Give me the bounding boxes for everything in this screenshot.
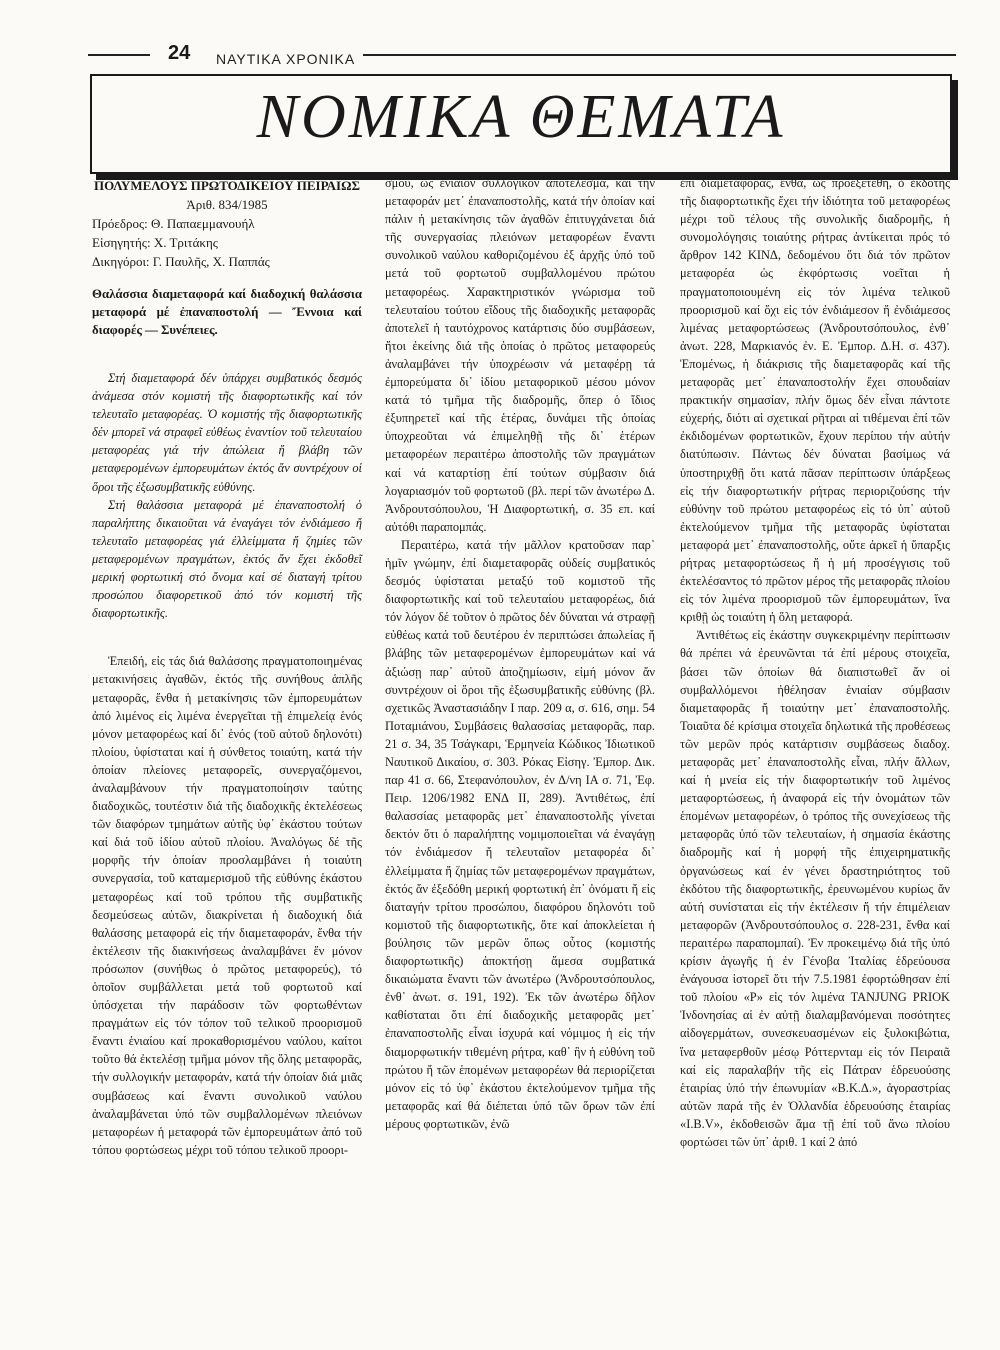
body-text — [92, 652, 362, 1159]
section-title: ΝΟΜΙΚΑ ΘΕΜΑΤΑ — [256, 83, 786, 151]
abstract-paragraph: Στή θαλάσσια μεταφορά μέ ἐπαναποστολή ὁ παραλήπτης δικαιοῦται νά ἐναγάγει τόν ἐνδιάμεσο ἤ τελευταῖο μεταφορέας γιά ἐλλείμματα ἤ ζημίες τῶν μεταφερομένων πραγμάτων, ἐκτός ἄν ἔχει ἐκδοθεῖ μερική φορτωτική στό ὄνομα καί σέ διαταγή τρίτου προσώπου διαφορετικοῦ ἀπό τόν κομιστή τῆς διαφορτωτικῆς. — [92, 497, 362, 621]
header-rule-left — [88, 54, 150, 56]
magazine-name: ΝΑΥΤΙΚΑ ΧΡΟΝΙΚΑ — [216, 51, 356, 67]
body-paragraph: Ἐπειδή, εἰς τάς διά θαλάσσης πραγματοποιημένας μετακινήσεις ἀγαθῶν, ἐκτός τῆς συνήθους ἁπλῆς μεταφορᾶς, ἔνθα ἡ μετακίνησις τῶν ἐμπορευμάτων ἀπό λιμένος εἰς λιμένα ἐνεργεῖται τῇ ἐπιμελείᾳ ἑνός μόνον μεταφορέως καί δι᾽ ἑνός (τοῦ αὐτοῦ δηλονότι) πλοίου, ὑφίσταται καί ἡ σύνθετος τοιαύτη, κατά τήν ὁποίαν πλείονες μεταφορεῖς, συνεργαζόμενοι, ἀναλαμβάνουν τήν πραγματοποίησιν ταύτης διαδοχικῶς, τουτέστιν διά τῆς διαδοχικῆς ἐκτελέσεως τῶν διαφόρων τμημάτων αὐτῆς ὑφ᾽ ἑκάστου τούτων καί διά τοῦ ἰδίου αὐτοῦ πλοίου. Ἀναλόγως δέ τῆς μορφῆς τήν ὁποίαν προσλαμβάνει ἡ τοιαύτη συνεργασία, τοῦ καταμερισμοῦ τῆς εὐθύνης ἑκάστου μεταφορέως καί τοῦ τρόπου τῆς συμβατικῆς δεσμεύσεως αὐτῶν, διακρίνεται ἡ διαδοχική διά θαλάσσης μεταφορά εἰς τήν διαμεταφοράν, ἔνθα τήν ἐκτέλεσιν τῆς διακινήσεως ἀναλαμβάνει ἕν μόνον πρόσωπον (συνήθως ὁ πρῶτος μεταφορεύς), τό ὁποῖον συμβάλλεται μετά τοῦ φορτωτοῦ καί ὑπόσχεται τήν παράδοσιν τῶν φορτωθέντων πραγμάτων εἰς τόν τόπον τοῦ τελικοῦ προορισμοῦ ἔναντι ἑνιαίου καί προκαθορισμένου ναύλου, καίτοι τοῦτο θά ἐκτελέσῃ τμῆμα μόνον τῆς ὅλης μεταφορᾶς, τήν συλλογικήν μεταφοράν, κατά τήν ὁποίαν διά μιᾶς συμβάσεως καί ἔναντι συνολικοῦ ναύλου ἀναλαμβάνεται ὑπό τῶν συμβαλλομένων πλειόνων μεταφορέων ἡ μεταφορά τῶν ἐμπορευμάτων ἀπό τοῦ τόπου φορτώσεως μέχρι τοῦ τόπου τελικοῦ προορι- — [92, 654, 362, 1157]
case-lawyers: Δικηγόροι: Γ. Παυλῆς, Χ. Παππάς — [92, 254, 270, 269]
case-summary: Θαλάσσια διαμεταφορά καί διαδοχική θαλάσσια μεταφορά μέ ἐπαναποστολή — Ἔννοια καί διαφορές — Συνέπειες. — [92, 287, 362, 337]
body-paragraph: σμοῦ, ὡς ἑνιαῖον συλλογικόν ἀποτέλεσμα, καί τήν μεταφοράν μετ᾽ ἐπαναποστολῆς, κατά τήν ὁποίαν καί πάλιν ἡ μετακίνησις τῶν ἀγαθῶν ἐπιτυγχάνεται διά τῆς συνεργασίας πλειόνων μεταφορέων ἔναντι συνολικοῦ ναύλου καθοριζομένου ἐξ ἀρχῆς ὑπό τοῦ μετά τοῦ φορτωτοῦ συμβαλλομένου πρώτου μεταφορέως. Χαρακτηριστικόν γνώρισμα τοῦ τελευταίου τούτου εἴδους τῆς διαδοχικῆς μεταφορᾶς ἀποτελεῖ ἡ ταυτόχρονος κατάρτισις δύο συμβάσεων, ἤτοι ἐκείνης διά τῆς ὁποίας ὁ πρῶτος μεταφορεύς ἀναλαμβάνει τήν ὑποχρέωσιν νά μεταφέρῃ τά ἐμπορεύματα δι᾽ ἰδίου μεταφορικοῦ μέσου μόνον κατά τό τμῆμα τῆς διαδρομῆς, ὅπερ ὁ ἴδιος ἐξυπηρετεῖ καί τῆς ἑτέρας, δυνάμει τῆς ὁποίας ὑποχρεοῦται νά ἐπιμεληθῇ τῆς δι᾽ ἑτέρων μεταφορέων περαιτέρω ἀποστολῆς τῶν πραγμάτων καί νά καταρτίσῃ ἐπί τούτων σύμβασιν διά λογαριασμόν τοῦ φορτωτοῦ (βλ. περί τῶν ἀνωτέρω Δ. Ἀνδρουτσόπουλου, Ἡ Διαφορτωτική, σ. 35 επ. καί αὐτόθι παραπομπάς. — [385, 176, 655, 534]
body-paragraph: ἐπί διαμεταφορᾶς, ἔνθα, ὡς προεξετέθη, ὁ ἐκδότης τῆς διαφορτωτικῆς ἔχει τήν ἰδιότητα τοῦ μεταφορέως μέχρι τοῦ τέλους τῆς συνολικῆς διαδρομῆς, ἡ συνομολόγησις τοιαύτης ρήτρας ἀντίκειται πρός τό ἄρθρον 142 ΚΙΝΔ, δεδομένου ὅτι διά τόν πρῶτον μεταφορέα ὡς ἐκφόρτωσις νοεῖται ἡ πραγματοποιουμένη εἰς τόν λιμένα τελικοῦ προορισμοῦ καί ὄχι εἰς τόν ἐνδιάμεσον ἤ ἐνδιάμεσος λιμένας μεταφορτώσεως (Ἀνδρουτσόπουλος, ἐνθ᾽ ἀνωτ. 228, Μαρκιανός ἐν. Ε. Ἐμπορ. Δ.Η. σ. 437). Ἐπομένως, ἡ διάκρισις τῆς διαμεταφορᾶς καί τῆς μεταφορᾶς μετ᾽ ἐπαναποστολήν ἔχει σπουδαίαν πρακτικήν σημασίαν, πλήν ὅμως δέν εἶναι πάντοτε εὐχερής, διότι αἱ σχετικαί ρῆτραι αἱ τιθέμεναι ἐπί τῶν ἐκδιδομένων φορτωτικῶν, ἔχουν περίπου τήν αὐτήν διατύπωσιν. Πάντως δέν δύναται βασίμως νά ὑποστηριχθῇ ὅτι κατά πᾶσαν περίπτωσιν ὑπάρξεως εἰς τήν διαφορτωτικήν ρήτρας περιοριζούσης τήν εὐθύνην τοῦ πρώτου μεταφορέως εἰς τό ὑπ᾽ αὐτοῦ ἐκτελούμενον τμῆμα τῆς μεταφορᾶς ὑφίσταται μεταφορά μετ᾽ ἐπαναποστολῆς, οὔτε ἀρκεῖ ἡ ὕπαρξις ρήτρας μεταφορτώσεως ἤ ἡ μή προσέγγισις τοῦ ἐκτελέσαντος τό πρῶτον μέρος τῆς μεταφορᾶς πλοίου εἰς τόν λιμένα προορισμοῦ τῶν ἐμπορευμάτων, ἵνα κριθῇ ὡς τοιαύτη ἡ ὅλη μεταφορά. — [680, 176, 950, 625]
abstract-paragraph: Στή διαμεταφορά δέν ὑπάρχει συμβατικός δεσμός ἀνάμεσα στόν κομιστή τῆς διαφορτωτικῆς καί τόν τελευταῖο μεταφορέας. Ὁ κομιστής τῆς διαφορτωτικῆς δέν μπορεῖ νά στραφεῖ εὐθέως ἐναντίον τοῦ τελευταίου μεταφορέας γιά τήν ἀπώλεια ἤ βλάβη τῶν μεταφερομένων ἐμπορευμάτων ἐκτός ἄν συντρέχουν οἱ ὅροι τῆς ἐξωσυμβατικῆς εὐθύνης. — [92, 371, 362, 494]
column-3 — [680, 174, 950, 1151]
header-rule-right — [363, 54, 956, 56]
section-banner — [90, 74, 952, 174]
case-number: Ἀριθ. 834/1985 — [186, 197, 268, 212]
court-name: ΠΟΛΥΜΕΛΟΥΣ ΠΡΩΤΟΔΙΚΕΙΟΥ ΠΕΙΡΑΙΩΣ — [94, 178, 360, 193]
column-1 — [92, 174, 362, 1159]
case-rapporteur: Εἰσηγητής: Χ. Τριτάκης — [92, 235, 218, 250]
body-paragraph: Ἀντιθέτως εἰς ἑκάστην συγκεκριμένην περίπτωσιν θά πρέπει νά ἐρευνῶνται τά ἐπί μέρους στοιχεῖα, βάσει τῶν ὁποίων θά διαπιστωθεῖ ἄν οἱ συμβαλλόμενοι ἠθέλησαν ἑνιαίαν σύμβασιν διαμεταφορᾶς ἤ τοιαύτην μετ᾽ ἐπαναποστολῆς. Τοιαῦτα δέ κρίσιμα στοιχεῖα δηλωτικά τῆς προθέσεως τῶν μερῶν πρός κατάρτισιν συμβάσεως διαδοχ. μεταφορᾶς μετ᾽ ἐπαναποστολῆς εἶναι, πλήν ἄλλων, καί ἡ μνεία εἰς τήν διαφορτωτικήν τοῦ λιμένος μεταφορτώσεως, ἡ ἀναφορά εἰς τήν ὀνομάτων τῶν ἑπομένων μεταφορέων, ὁ τρόπος τῆς συνεχίσεως τῆς μεταφορᾶς ὑπό τῶν τελευταίων, ἡ σημασία ἑκάστης διαδρομῆς καί ἡ μορφή τῆς ἐπιχειρηματικῆς ὀργανώσεως καί ἐν γένει δραστηριότητος τοῦ ἐκδότου τῆς διαφορτωτικῆς, ἐρευνωμένου κυρίως ἄν αὐτή συνίσταται εἰς τήν ἐκτέλεσιν ἤ τήν ἐπιμέλειαν μεταφορῶν (Ἀνδρουτσόπουλος σ. 228-231, ἔνθα καί περαιτέρω παραπομπαί). Ἐν προκειμένῳ διά τῆς ὑπό κρίσιν ἀγωγῆς ἡ ἐν Γένοβα Ἰταλίας ἑδρεύουσα ἐνάγουσα ἱστορεῖ ὅτι τήν 7.5.1981 ἐφορτώθησαν ἐπί τοῦ πλοίου «Ρ» εἰς τόν λιμένα TANJUNG PRIOK Ἰνδονησίας αἱ ἐν αὐτῇ διαλαμβανόμεναι ποσότητες αἰδογερμάτων, συνεσκευασμένων εἰς ξυλοκιβώτια, ἵνα μεταφερθοῦν μέσῳ Ρόττερνταμ εἰς τόν Πειραιᾶ καί εἰς παραλαβήν τῆς εἰς Πάτραν ἑδρευούσης ἑταιρίας ὑπό τήν ἐπωνυμίαν «Β.Κ.Δ.», ἀγοραστρίας αὐτῶν παρά τῆς ἐν Ὁλλανδία ἑδρευούσης ἑταιρίας «Ι.Β.V», ἐκδοθεισῶν ἅμα τῇ ἐπί τοῦ ἄνω πλοίου φορτώσει τῶν ὑπ᾽ ἀριθ. 1 καί 2 ἀπό — [680, 628, 950, 1149]
case-abstract — [92, 369, 362, 622]
case-president: Πρόεδρος: Θ. Παπαεμμανουήλ — [92, 216, 255, 231]
page-number: 24 — [168, 42, 191, 64]
column-2 — [385, 174, 655, 1133]
page-header — [88, 38, 956, 70]
body-paragraph: Περαιτέρω, κατά τήν μᾶλλον κρατοῦσαν παρ᾽ ἡμῖν γνώμην, ἐπί διαμεταφορᾶς οὐδείς συμβατικός δεσμός ὑφίσταται μεταξύ τοῦ κομιστοῦ τῆς διαφορτωτικῆς καί τοῦ τελευταίου μεταφορέως, διά τόν λόγον δέ τοῦτον ὁ πρῶτος δέν δύναται νά στραφῇ εὐθέως κατά τοῦ δευτέρου ἐν περιπτώσει ἀπωλείας ἤ βλάβης τῶν μεταφερομένων ἐμπορευμάτων καί νά ἀξιώσῃ παρ᾽ αὐτοῦ ἀποζημίωσιν, εἰμή μόνον ἄν συντρέχουν οἱ ὅροι τῆς ἐξωσυμβατικῆς εὐθύνης (βλ. σχετικῶς Ἀναστασιάδην Ι παρ. 209 α, σ. 616, σημ. 54 Ποταμιάνου, Συμβάσεις θαλασσίας μεταφορᾶς, παρ. 21 σ. 34, 35 Τσάγκαρι, Ἑρμηνεία Κώδικος Ἰδιωτικοῦ Ναυτικοῦ Δικαίου, σ. 303. Ρόκας Εἰσηγ. Ἐμπορ. Δικ. παρ 41 σ. 66, Στεφανόπουλον, ἐν Δ/νη ΙΑ σ. 71, Ἐφ. Πειρ. 1206/1982 ΕΝΔ ΙΙ, 289). Ἀντιθέτως, ἐπί θαλασσίας μεταφορᾶς μετ᾽ ἐπαναποστολῆς γίνεται δεκτόν ὅτι ὁ παραλήπτης νομιμοποιεῖται νά ἐναγάγῃ τόν ἐνδιάμεσον ἤ τελευταῖον μεταφορέα δι᾽ ἐλλείμματα ἤ ζημίας τῶν μεταφερομένων πραγμάτων, ἐκτός ἄν ἐξεδόθη μερική φορτωτική ἐπ᾽ ὀνόματι ἤ εἰς διαταγήν τρίτου προσώπου, διαφόρου δηλονότι τοῦ κομιστοῦ τῆς διαφορτωτικῆς, ὅτε καί ἀποκλείεται ἡ βούλησις τῶν μερῶν ὅπως οὗτος (κομιστής διαφορτωτικῆς) ἀποκτήσῃ ἄμεσα συμβατικά δικαιώματα ἔναντι τῶν ἀνωτέρω (Ἀνδρουτσόπουλος, ἐνθ᾽ ἀνωτ. σ. 191, 192). Ἐκ τῶν ἀνωτέρω δῆλον καθίσταται ὅτι ἐπί διαδοχικῆς μεταφορᾶς μετ᾽ ἐπαναποστολῆς εἶναι ἰσχυρά καί νόμιμος ἡ εἰς τήν διαμορφωτικήν τιθεμένη ρήτρα, καθ᾽ ἣν ἡ εὐθύνη τοῦ πρώτου ἤ τῶν ἑπομένων μεταφορέων θά περιορίζεται μόνον εἰς τό ὑφ᾽ ἑκάστου ἐκτελούμενον τμῆμα τῆς μεταφορᾶς καί θά διέπεται ὑπό τῶν ὅρων τῶν ἐπί μέρους φορτωτικῶν, ἐνῶ — [385, 537, 655, 1131]
